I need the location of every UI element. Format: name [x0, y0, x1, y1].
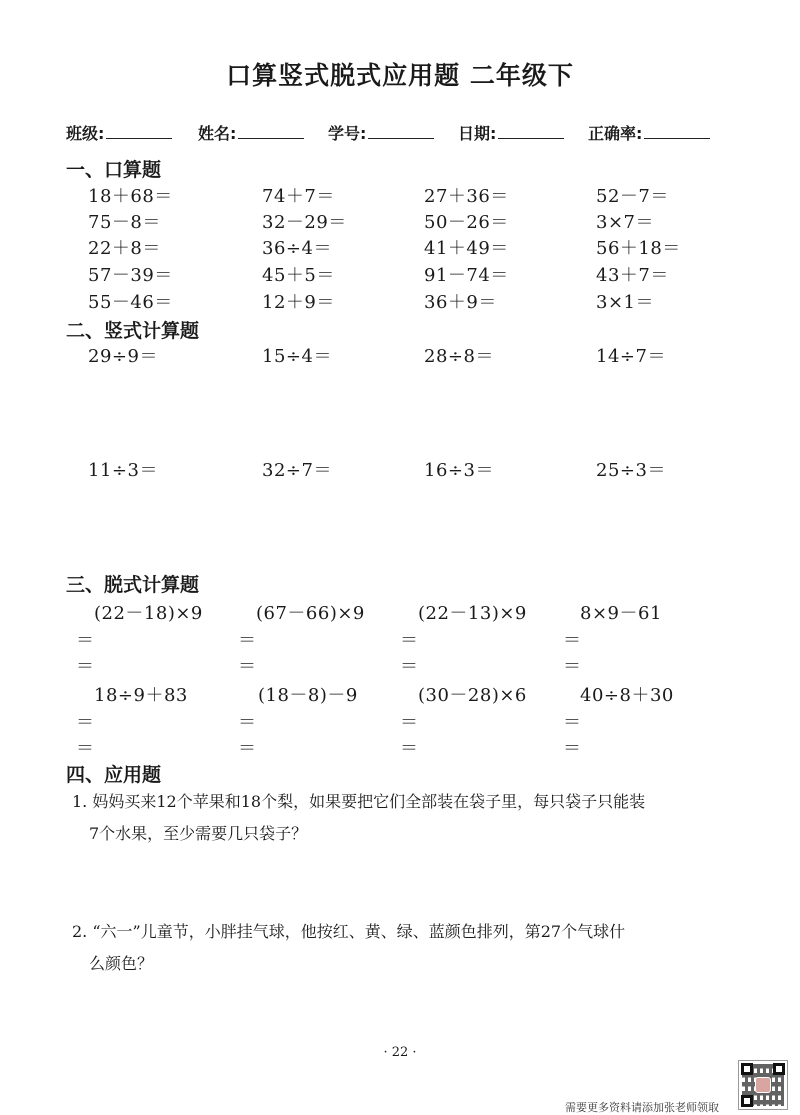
word-problem-1: [72, 786, 645, 850]
equals-sign: ＝: [400, 712, 418, 733]
accuracy-label: 正确率:: [588, 124, 643, 143]
qr-code-icon: [738, 1060, 788, 1110]
vertical-calc-item: 29÷9＝: [88, 346, 158, 367]
step-calc-expression: (30－28)×6: [418, 685, 527, 706]
student-id-blank[interactable]: [368, 124, 434, 139]
equals-sign: ＝: [76, 738, 94, 759]
equals-sign: ＝: [563, 738, 581, 759]
section-heading-mental-math: 一、口算题: [66, 159, 162, 181]
equals-sign: ＝: [238, 630, 256, 651]
section-heading-word-problems: 四、应用题: [66, 764, 162, 786]
step-calc-expression: (67－66)×9: [256, 603, 365, 624]
mental-math-item: 41＋49＝: [424, 238, 509, 259]
word-problem-1-line2: 7个水果，至少需要几只袋子？: [89, 824, 308, 843]
page-title: 口算竖式脱式应用题 二年级下: [226, 61, 574, 90]
vertical-calc-item: 15÷4＝: [262, 346, 332, 367]
mental-math-item: 3×7＝: [596, 212, 654, 233]
accuracy-field: [588, 121, 710, 144]
equals-sign: ＝: [563, 712, 581, 733]
mental-math-item: 27＋36＝: [424, 186, 509, 207]
step-calc-expression: (22－13)×9: [418, 603, 527, 624]
equals-sign: ＝: [238, 656, 256, 677]
student-id-field: [328, 121, 434, 144]
equals-sign: ＝: [238, 738, 256, 759]
mental-math-item: 57－39＝: [88, 265, 173, 286]
name-field: [198, 121, 304, 144]
step-calc-expression: 8×9－61: [580, 603, 662, 624]
name-blank[interactable]: [238, 124, 304, 139]
mental-math-item: 22＋8＝: [88, 238, 161, 259]
step-calc-expression: (22－18)×9: [94, 603, 203, 624]
equals-sign: ＝: [400, 630, 418, 651]
date-field: [458, 121, 564, 144]
date-label: 日期:: [458, 124, 497, 143]
mental-math-item: 75－8＝: [88, 212, 161, 233]
vertical-calc-item: 28÷8＝: [424, 346, 494, 367]
word-problem-1-line1: 1. 妈妈买来12个苹果和18个梨，如果要把它们全部装在袋子里，每只袋子只能装: [72, 792, 646, 811]
class-label: 班级:: [66, 124, 105, 143]
student-id-label: 学号:: [328, 124, 367, 143]
class-blank[interactable]: [106, 124, 172, 139]
mental-math-item: 52－7＝: [596, 186, 669, 207]
mental-math-item: 55－46＝: [88, 292, 173, 313]
name-label: 姓名:: [198, 124, 237, 143]
equals-sign: ＝: [238, 712, 256, 733]
mental-math-item: 36＋9＝: [424, 292, 497, 313]
section-heading-step-calc: 三、脱式计算题: [66, 574, 200, 596]
mental-math-item: 43＋7＝: [596, 265, 669, 286]
word-problem-2-line2: 么颜色？: [89, 954, 154, 973]
mental-math-item: 12＋9＝: [262, 292, 335, 313]
step-calc-expression: 18÷9＋83: [94, 685, 188, 706]
accuracy-blank[interactable]: [644, 124, 710, 139]
equals-sign: ＝: [76, 656, 94, 677]
equals-sign: ＝: [563, 656, 581, 677]
equals-sign: ＝: [76, 630, 94, 651]
step-calc-expression: 40÷8＋30: [580, 685, 674, 706]
footer-note: 需要更多资料请添加张老师领取: [565, 1101, 719, 1114]
avatar: [755, 1077, 771, 1093]
date-blank[interactable]: [498, 124, 564, 139]
mental-math-item: 18＋68＝: [88, 186, 173, 207]
mental-math-item: 50－26＝: [424, 212, 509, 233]
vertical-calc-item: 16÷3＝: [424, 460, 494, 481]
mental-math-item: 36÷4＝: [262, 238, 332, 259]
word-problem-2: [72, 916, 625, 980]
equals-sign: ＝: [563, 630, 581, 651]
class-field: [66, 121, 172, 144]
mental-math-item: 74＋7＝: [262, 186, 335, 207]
vertical-calc-item: 11÷3＝: [88, 460, 158, 481]
page-number: · 22 ·: [383, 1045, 417, 1060]
word-problem-2-line1: 2. “六一”儿童节，小胖挂气球，他按红、黄、绿、蓝颜色排列，第27个气球什: [72, 922, 626, 941]
equals-sign: ＝: [400, 738, 418, 759]
vertical-calc-item: 32÷7＝: [262, 460, 332, 481]
mental-math-item: 56＋18＝: [596, 238, 681, 259]
vertical-calc-item: 14÷7＝: [596, 346, 666, 367]
mental-math-item: 91－74＝: [424, 265, 509, 286]
equals-sign: ＝: [400, 656, 418, 677]
mental-math-item: 3×1＝: [596, 292, 654, 313]
equals-sign: ＝: [76, 712, 94, 733]
step-calc-expression: (18－8)－9: [258, 685, 358, 706]
section-heading-vertical-calc: 二、竖式计算题: [66, 320, 200, 342]
mental-math-item: 32－29＝: [262, 212, 347, 233]
mental-math-item: 45＋5＝: [262, 265, 335, 286]
vertical-calc-item: 25÷3＝: [596, 460, 666, 481]
